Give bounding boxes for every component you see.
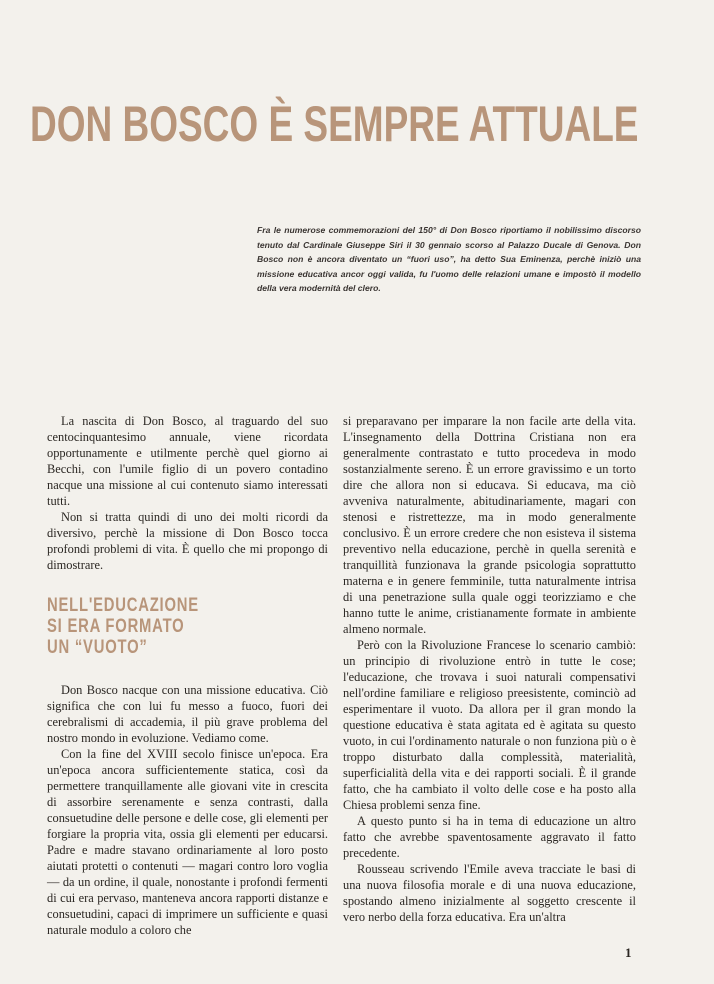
article-intro: Fra le numerose commemorazioni del 150° di Don Bosco riportiamo il nobilissimo discorso tenuto dal Cardinale Giuseppe Siri il 30 gennaio scorso al Palazzo Ducale di Genova. Don Bosco non è ancora diventato un “fuori uso”, ha detto Sua Eminenza, perchè iniziò una missione educativa ancor oggi valida, fu l'uomo delle relazioni umane e impostò il modello della vera modernità del clero. xyxy=(257,225,641,293)
body-paragraph: Però con la Rivoluzione Francese lo scenario cambiò: un principio di rivoluzione entrò in tutte le cose; l'educazione, che trovava i suoi naturali compensativi nell'ordine familiare e religioso preesistente, cominciò ad esperimentare il vuoto. Da allora per il gran mondo la questione educativa è stata agitata ed è agitata su questo vuoto, in cui l'ordinamento naturale o non funziona più o è troppo disturbato dalla complessità, materialità, superficialità della vita e dei rapporti sociali. È il grande fatto, che ha cambiato il volto delle cose e ha posto alla Chiesa problemi senza fine. xyxy=(343,638,636,812)
page-number: 1 xyxy=(625,945,632,960)
section-heading-line: UN “VUOTO” xyxy=(47,637,148,658)
body-paragraph: Don Bosco nacque con una missione educativa. Ciò significa che con lui fu messo a fuoco, fuori dei cerebralismi di accademia, il più grave problema del nostro mondo in evoluzione. Vediamo come. xyxy=(47,683,328,745)
left-column xyxy=(47,413,328,938)
body-paragraph: La nascita di Don Bosco, al traguardo del suo centocinquantesimo annuale, viene ricordata opportunamente e utilmente perchè quel giorno ai Becchi, con l'umile figlio di un povero contadino nacque una missione al cui contenuto siamo interessati tutti. xyxy=(47,414,328,508)
section-heading-line: NELL'EDUCAZIONE xyxy=(47,595,199,616)
right-column xyxy=(343,413,636,925)
section-heading-line: SI ERA FORMATO xyxy=(47,616,185,637)
body-paragraph: Non si tratta quindi di uno dei molti ricordi da diversivo, perchè la missione di Don Bosco tocca profondi problemi di vita. È quello che mi propongo di dimostrare. xyxy=(47,510,328,572)
body-paragraph: Con la fine del XVIII secolo finisce un'epoca. Era un'epoca ancora sufficientemente statica, così da permettere tranquillamente alle giovani vite in crescita di assorbire serenamente e senza contrasti, dalla consuetudine delle persone e delle cose, gli elementi per forgiare la propria vita, ossia gli elementi per educarsi. Padre e madre stavano ordinariamente al loro posto aiutati protetti o contenuti — magari contro loro voglia — da un ordine, il quale, nonostante i profondi fermenti di cui era pervaso, manteneva ancora rapporti distanze e consuetudini, capaci di imprimere un sufficiente e quasi naturale modulo a coloro che xyxy=(47,747,328,937)
section-heading xyxy=(47,595,250,658)
body-paragraph: si preparavano per imparare la non facile arte della vita. L'insegnamento della Dottrina Cristiana non era generalmente contrastato e tutto procedeva in modo sostanzialmente sereno. È un errore gravissimo e un torto dire che allora non si educava. Si educava, ma ciò avveniva naturalmente, abitudinariamente, magari con stenosi e ristrettezze, ma in modo generalmente conclusivo. È un errore credere che non esisteva il sistema preventivo nella educazione, perchè in quella serenità e tranquillità funzionava la grande psicologia soprattutto materna e in genere femminile, tutta naturalmente intrisa di una penetrazione sulla quale oggi teorizziamo e che hanno tutte le anime, cristianamente formate in ambiente almeno normale. xyxy=(343,414,636,636)
body-paragraph: Rousseau scrivendo l'Emile aveva tracciate le basi di una nuova filosofia morale e di una nuova educazione, spostando almeno inizialmente al soggetto crescente il vero nerbo della forza educativa. Era un'altra xyxy=(343,862,636,924)
body-paragraph: A questo punto si ha in tema di educazione un altro fatto che avrebbe spaventosamente aggravato il fatto precedente. xyxy=(343,814,636,860)
article-title: DON BOSCO È SEMPRE ATTUALE xyxy=(30,96,639,152)
